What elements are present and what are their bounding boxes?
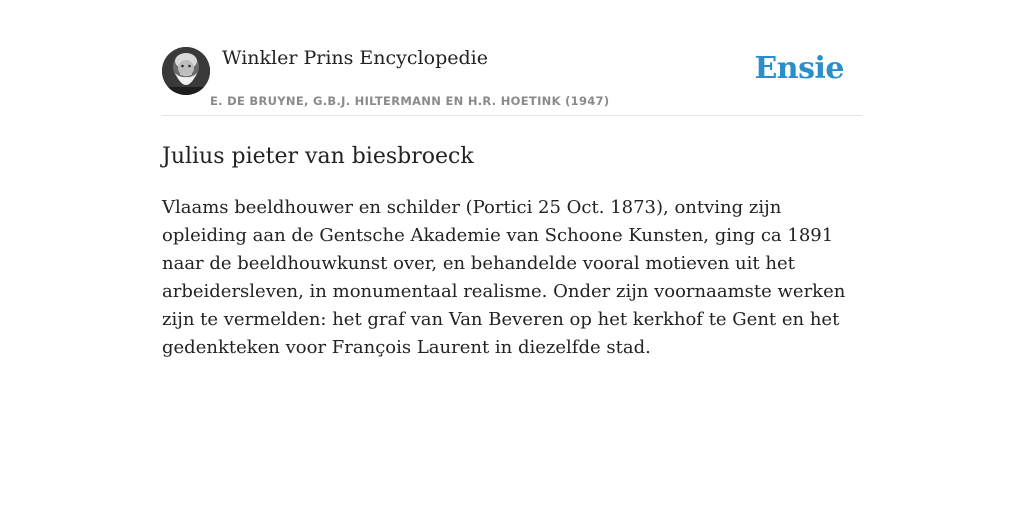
source-avatar[interactable] <box>162 47 210 95</box>
bearded-man-portrait-icon <box>162 47 210 95</box>
page <box>162 0 862 362</box>
ensie-logo[interactable]: Ensie <box>754 51 844 86</box>
source-header <box>162 0 862 116</box>
source-title[interactable]: Winkler Prins Encyclopedie <box>222 47 488 69</box>
article-title: Julius pieter van biesbroeck <box>162 144 474 169</box>
source-authors: E. DE BRUYNE, G.B.J. HILTERMANN EN H.R. HOETINK (1947) <box>210 94 610 108</box>
article-body: Vlaams beeldhouwer en schilder (Portici 25 Oct. 1873), ontving zijn opleiding aan de Gentsche Akademie van Schoone Kunsten, ging ca 1891 naar de beeldhouwkunst over, en behandelde vooral motieven uit het arbeidersleven, in monumentaal realisme. Onder zijn voornaamste werken zijn te vermelden: het graf van Van Beveren op het kerkhof te Gent en het gedenkteken voor François Laurent in diezelfde stad. <box>162 197 846 358</box>
